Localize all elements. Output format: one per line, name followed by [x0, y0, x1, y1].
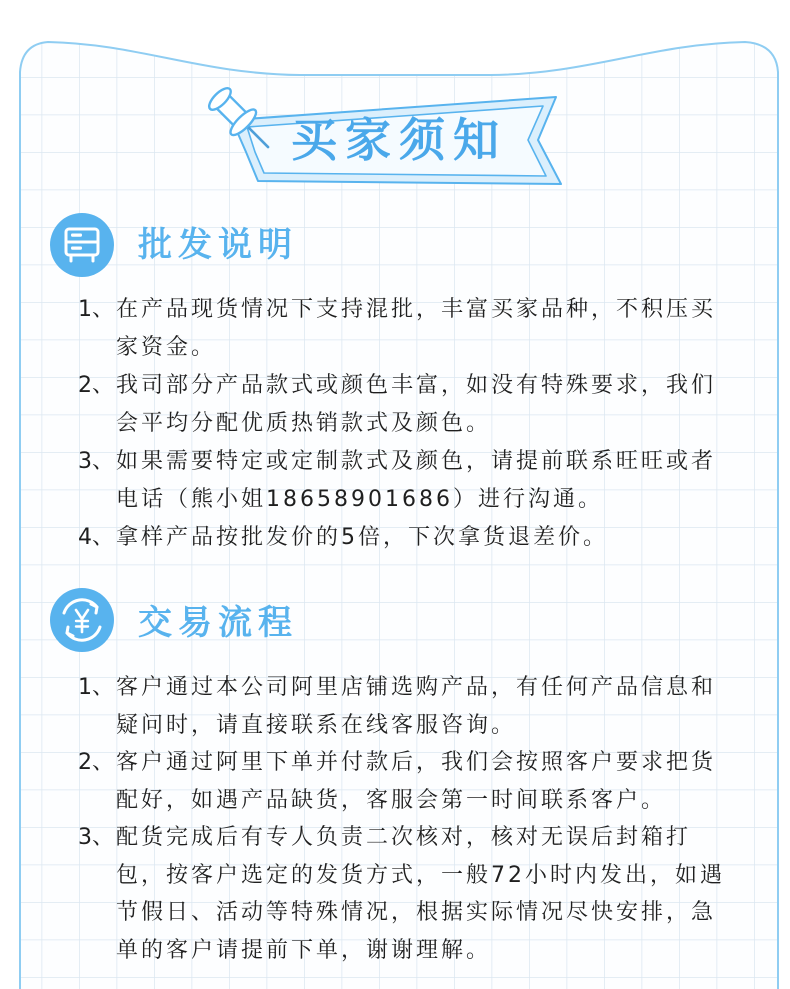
yen-exchange-icon [50, 588, 114, 652]
item-number: 2、 [78, 373, 114, 398]
wholesale-list [78, 291, 738, 557]
item-line: 如果需要特定或定制款式及颜色，请提前联系旺旺或者 [116, 449, 717, 474]
item-number: 2、 [78, 750, 114, 775]
item-line: 客户通过阿里下单并付款后，我们会按照客户要求把货 [116, 750, 717, 775]
item-line: 客户通过本公司阿里店铺选购产品，有任何产品信息和 [116, 675, 717, 700]
item-line: 配货完成后有专人负责二次核对，核对无误后封箱打 [116, 825, 692, 850]
item-number: 4、 [78, 525, 114, 550]
transaction-list [78, 669, 738, 969]
item-line: 配好，如遇产品缺货，客服会第一时间联系客户。 [116, 787, 667, 813]
item-number: 1、 [78, 675, 114, 700]
wholesale-item-4 [78, 519, 738, 557]
item-line: 包，按客户选定的发货方式，一般72小时内发出，如遇 [116, 862, 725, 888]
page-title: 买家须知 [291, 113, 507, 167]
item-line: 我司部分产品款式或颜色丰富，如没有特殊要求，我们 [116, 373, 717, 398]
item-line: 会平均分配优质热销款式及颜色。 [116, 411, 492, 436]
item-line: 在产品现货情况下支持混批，丰富买家品种，不积压买 [116, 297, 717, 322]
item-line: 电话（熊小姐18658901686）进行沟通。 [116, 487, 603, 512]
item-line: 家资金。 [116, 335, 217, 360]
item-number: 3、 [78, 449, 114, 474]
section-heading-wholesale: 批发说明 [138, 225, 298, 265]
item-number: 1、 [78, 297, 114, 322]
item-line: 拿样产品按批发价的5倍，下次拿货退差价。 [116, 525, 608, 550]
wholesale-item-1 [78, 291, 738, 367]
item-line: 节假日、活动等特殊情况，根据实际情况尽快安排，急 [116, 900, 717, 925]
transaction-item-2 [78, 744, 738, 819]
transaction-item-1 [78, 669, 738, 744]
item-number: 3、 [78, 825, 114, 850]
item-line: 单的客户请提前下单，谢谢理解。 [116, 937, 492, 963]
wholesale-item-3 [78, 443, 738, 519]
wholesale-item-2 [78, 367, 738, 443]
item-line: 疑问时，请直接联系在线客服咨询。 [116, 712, 517, 738]
storage-cabinet-icon [50, 213, 114, 277]
transaction-item-3 [78, 819, 738, 969]
section-heading-transaction: 交易流程 [138, 603, 298, 643]
